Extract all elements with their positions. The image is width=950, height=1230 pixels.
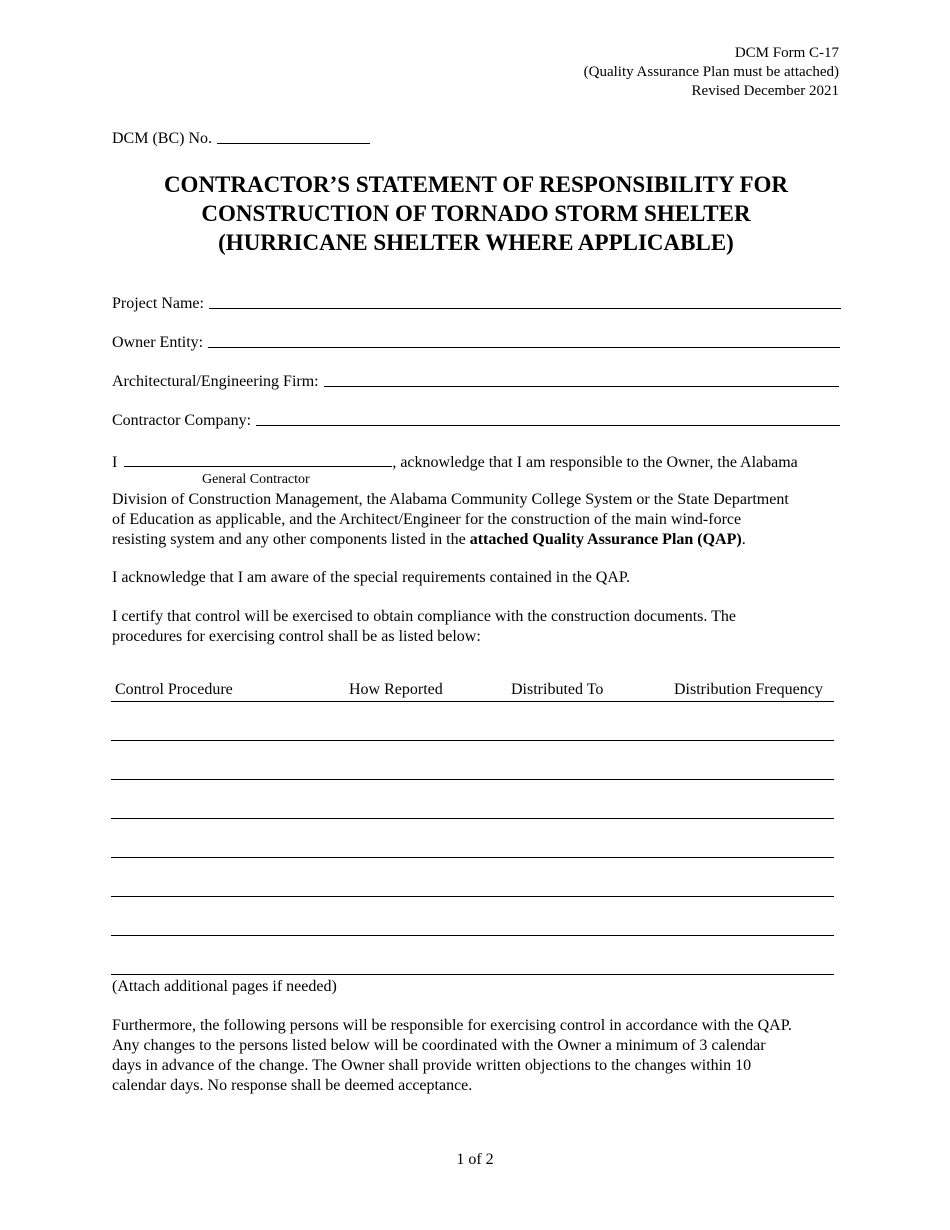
- table-row[interactable]: [111, 974, 834, 975]
- acknowledge-qap: I acknowledge that I am aware of the special requirements contained in the QAP.: [112, 569, 631, 586]
- header-distributed-to: Distributed To: [511, 681, 604, 698]
- furthermore-line-4: calendar days. No response shall be deemed acceptance.: [112, 1077, 473, 1094]
- form-id: DCM Form C-17: [734, 45, 839, 61]
- table-row[interactable]: [111, 779, 834, 780]
- header-control-procedure: Control Procedure: [115, 681, 233, 698]
- title-line-1: CONTRACTOR’S STATEMENT OF RESPONSIBILITY FOR: [163, 172, 789, 197]
- contractor-company-field[interactable]: [256, 424, 840, 426]
- statement-line-2: Division of Construction Management, the Alabama Community College System or the State Department: [112, 491, 789, 508]
- ae-firm-field[interactable]: [324, 385, 839, 387]
- general-contractor-caption: General Contractor: [202, 472, 310, 487]
- project-name-row: [112, 295, 841, 313]
- owner-entity-label: Owner Entity:: [112, 334, 204, 351]
- page-number: 1 of 2: [456, 1151, 494, 1168]
- furthermore-paragraph: [112, 1016, 852, 1096]
- contractor-company-row: [112, 412, 840, 430]
- statement-line-1: [112, 452, 852, 473]
- owner-entity-row: [112, 334, 840, 352]
- control-table-header: [111, 681, 834, 702]
- ae-firm-label: Architectural/Engineering Firm:: [112, 373, 319, 390]
- general-contractor-field[interactable]: [124, 452, 392, 467]
- certify-paragraph: [112, 607, 852, 647]
- bc-number-field[interactable]: [217, 142, 370, 144]
- contractor-company-label: Contractor Company:: [112, 412, 252, 429]
- table-row[interactable]: [111, 818, 834, 819]
- title-line-2: CONSTRUCTION OF TORNADO STORM SHELTER: [201, 201, 751, 226]
- bc-number-row: [112, 130, 370, 148]
- statement-line-4-text: resisting system and any other components listed in the: [112, 531, 470, 548]
- form-note: (Quality Assurance Plan must be attached): [583, 64, 839, 80]
- bc-number-label: DCM (BC) No.: [112, 130, 213, 147]
- furthermore-line-2: Any changes to the persons listed below will be coordinated with the Owner a minimum of 3 calendar: [112, 1037, 766, 1054]
- furthermore-line-3: days in advance of the change. The Owner shall provide written objections to the changes within 10: [112, 1057, 752, 1074]
- page-title: [100, 170, 852, 257]
- header-how-reported: How Reported: [349, 681, 443, 698]
- project-name-label: Project Name:: [112, 295, 204, 312]
- project-name-field[interactable]: [209, 307, 841, 309]
- statement-after-blank: , acknowledge that I am responsible to the Owner, the Alabama: [392, 454, 798, 471]
- statement-prefix: I: [112, 454, 118, 471]
- form-revised: Revised December 2021: [691, 83, 839, 99]
- table-row[interactable]: [111, 740, 834, 741]
- table-row[interactable]: [111, 935, 834, 936]
- certify-line-1: I certify that control will be exercised to obtain compliance with the construction documents. The: [112, 608, 736, 625]
- statement-line-3: of Education as applicable, and the Architect/Engineer for the construction of the main wind-force: [112, 511, 742, 528]
- table-row[interactable]: [111, 857, 834, 858]
- statement-line-4: [112, 530, 852, 550]
- title-line-3: (HURRICANE SHELTER WHERE APPLICABLE): [218, 230, 734, 255]
- table-row[interactable]: [111, 896, 834, 897]
- statement-body: [112, 490, 852, 550]
- owner-entity-field[interactable]: [208, 346, 840, 348]
- header-distribution-frequency: Distribution Frequency: [674, 681, 823, 698]
- form-header: [584, 44, 839, 101]
- statement-line-4-end: .: [741, 531, 746, 548]
- ae-firm-row: [112, 373, 839, 391]
- furthermore-line-1: Furthermore, the following persons will be responsible for exercising control in accordance with the QAP.: [112, 1017, 792, 1034]
- certify-line-2: procedures for exercising control shall be as listed below:: [112, 628, 481, 645]
- attach-note: (Attach additional pages if needed): [112, 978, 337, 995]
- qap-reference: attached Quality Assurance Plan (QAP): [469, 531, 742, 548]
